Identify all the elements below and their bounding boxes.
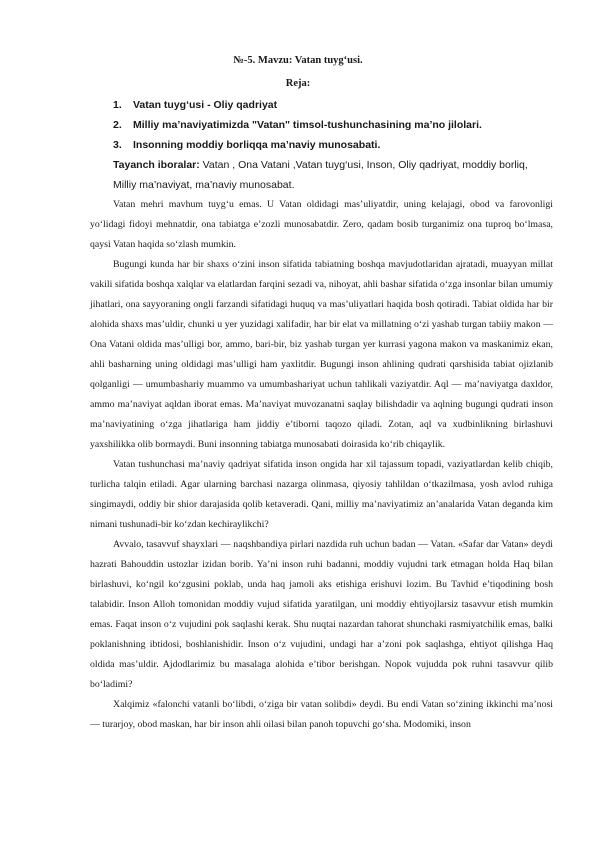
paragraph: Vatan mehri mavhum tuyg‘u emas. U Vatan oldidagi mas’uliyatdir, uning kelajagi, obod va farovonligi yo‘lidagi fidoyi mehnatdir, ona tabiatga e’zozli munosabatdir. Zero, qadam bosib turganimiz ona tuproq bo‘lmasa, qaysi Vatan haqida so‘zlash mumkin. <box>90 199 553 250</box>
paragraph: Vatan tushunchasi ma’naviy qadriyat sifatida inson ongida har xil tajassum topadi, vaziyatlardan kelib chiqib, turlicha talqin etiladi. Agar ularning barchasi nazarga olinmasa, qiyosiy tahlildan o‘tkazilmasa, yosh avlod ruhiga singimaydi, oddiy bir shior darajasida qolib ketaveradi. Qani, milliy ma’naviyatimiz an’analarida Vatan deganda kim nimani tushunadi-bir ko‘zdan kechiraylikchi? <box>90 459 553 530</box>
body-text <box>90 195 553 735</box>
paragraph: Avvalo, tasavvuf shayxlari — naqshbandiya pirlari nazdida ruh uchun badan — Vatan. «Safar dar Vatan» deydi hazrati Bahouddin ustozlar izidan borib. Ya’ni inson ruhi badanni, moddiy vujudni tark etmagan holda Haq bilan birlashuvi, ko‘ngil ko‘zgusini poklab, unda haq jamoli aks etishiga erishuvi lozim. Bu Tavhid e’tiqodining bosh talabidir. Inson Alloh tomonidan moddiy vujud sifatida yaratilgan, uni moddiy ehtiyojlarsiz tasavvur etish mumkin emas. Faqat inson o‘z vujudini pok saqlashi kerak. Shu nuqtai nazardan tahorat shunchaki rasmiyatchilik emas, balki poklanishning ibtidosi, boshlanishidir. Inson o‘z vujudini, undagi har a’zoni pok saqlashga, ehtiyot qilishga Haq oldida mas’uldir. Ajdodlarimiz bu masalaga alohida e’tibor berishgan. Nopok vujudda pok ruhni tasavvur qilib bo‘ladimi? <box>90 539 553 690</box>
plan-item-text: Milliy ma’naviyatimizda "Vatan" timsol-tushunchasining ma’no jilolari. <box>133 119 482 131</box>
key-terms-text: Vatan , Ona Vatani ,Vatan tuyg‘usi, Inson, Oliy qadriyat, moddiy borliq, Milliy ma’naviyat, ma’naviy munosabat. <box>113 159 528 191</box>
paragraph: Bugungi kunda har bir shaxs o‘zini inson sifatida tabiatning boshqa mavjudotlaridan ajratadi, muayyan millat vakili sifatida boshqa xalqlar va elatlardan farqini sezadi va, nihoyat, ahli bashar sifatida o‘zga insonlar bilan umumiy jihatlari, ona sayyoraning ongli farzandi sifatidagi huquq va mas’uliyatlari haqida bosh qotiradi. Tabiat oldida har bir alohida shaxs mas’uldir, chunki u yer yuzidagi xalifadir, har bir elat va millatning o‘zi yashab turgan tabiiy makon — Ona Vatani oldida mas’ulligi bor, ammo, bari-bir, biz yashab turgan yer kurrasi yagona makon va maskanimiz ekan, ahli basharning uning oldidagi mas’ulligi ham yaxlitdir. Bugungi inson ahlining qudrati qarshisida tabiat ojizlanib qolganligi — umumbashariy muammo va umumbashariyat uchun tahlikali vaziyatdir. Aql — ma’naviyatga daxldor, ammo ma’naviyat aqldan iborat emas. Ma’naviyat muvozanatni saqlay bilishdadir va aqlning bugungi qudrati inson ma’naviyatining o‘zga jihatlariga ham jiddiy e’tiborni taqozo qiladi. Zotan, aql va xudbinlikning birlashuvi yaxshilikka olib bormaydi. Buni insonning tabiatga munosabati doirasida ko‘rib chiqaylik. <box>90 259 553 450</box>
plan-item <box>113 135 553 155</box>
plan-item-number: 3. <box>113 139 122 151</box>
plan-item-number: 1. <box>113 99 122 111</box>
plan-item-text: Insonning moddiy borliqqa ma’naviy munosabati. <box>133 139 381 151</box>
paragraph: Xalqimiz «falonchi vatanli bo‘libdi, o‘ziga bir vatan solibdi» deydi. Bu endi Vatan so‘zining ikkinchi ma’nosi — turarjoy, obod maskan, har bir inson ahli oilasi bilan panoh topuvchi go‘sha. Modomiki, inson <box>90 699 553 730</box>
plan-heading: Reja: <box>285 78 311 89</box>
plan-item-number: 2. <box>113 119 122 131</box>
key-terms <box>113 155 553 195</box>
plan-item <box>113 95 553 115</box>
document-title: №-5. Mavzu: Vatan tuyg‘usi. <box>233 55 363 66</box>
plan-list <box>113 95 553 155</box>
key-terms-label: Tayanch iboralar: <box>113 159 200 171</box>
plan-item <box>113 115 553 135</box>
plan-item-text: Vatan tuyg‘usi - Oliy qadriyat <box>133 99 278 111</box>
